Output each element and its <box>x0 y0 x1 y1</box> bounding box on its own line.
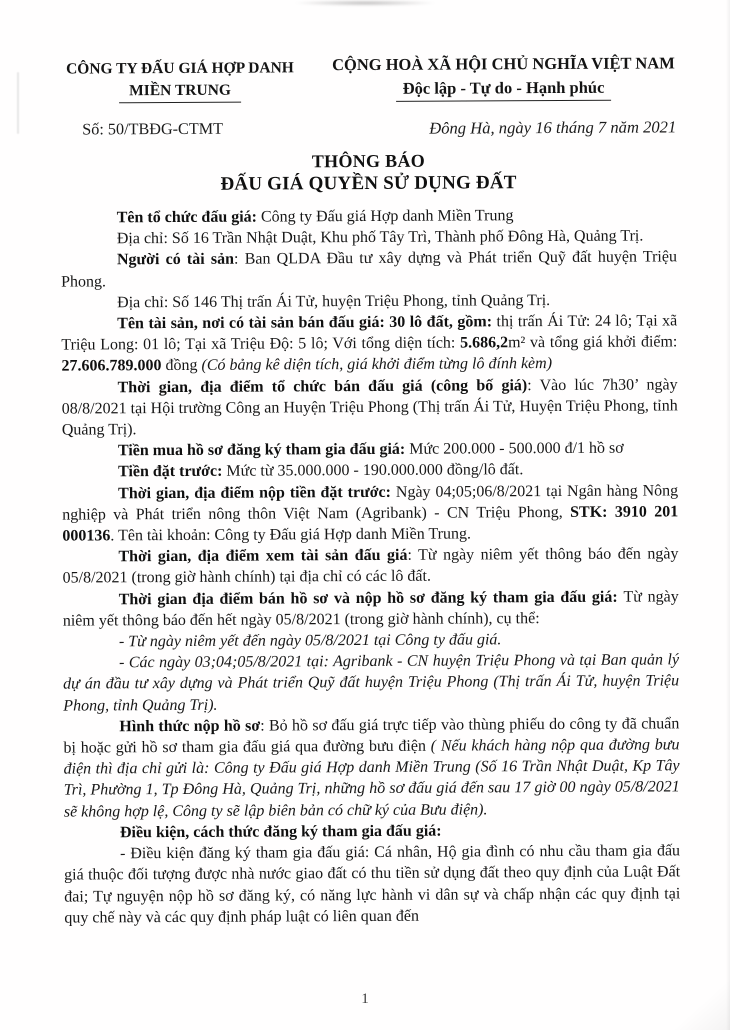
text-run: Thời gian, địa điểm tổ chức bán đấu giá (công bố giá) <box>117 376 528 396</box>
national-title: CỘNG HOÀ XÃ HỘI CHỦ NGHĨA VIỆT NAM <box>332 53 675 75</box>
text-run: Mức từ 35.000.000 - 190.000.000 đồng/lô đất. <box>226 461 524 481</box>
text-run: Công ty Đấu giá Hợp danh Miền Trung <box>260 207 514 226</box>
text-run: Mức 200.000 - 500.000 đ/1 hồ sơ <box>409 439 624 459</box>
text-run: - Điều kiện đăng ký tham gia đấu giá: Cá nhân, Hộ gia đình có nhu cầu tham gia đấu giá thuộc đối tượng được nhà nước giao đất có thu tiền sử dụng đất theo quy định của Luật Đất đai; Tự nguyện nộp hồ sơ đăng ký, có năng lực hành vi dân sự và chấp nhận các quy định tại quy chế này và các quy định pháp luật có liên quan đến <box>64 842 681 927</box>
text-run: - Từ ngày niêm yết đến ngày 05/8/2021 tại Công ty đấu giá. <box>118 631 502 651</box>
text-run: Điều kiện, cách thức đăng ký tham gia đấu giá: <box>119 822 442 842</box>
paragraph <box>62 480 678 547</box>
title-line-2: ĐẤU GIÁ QUYỀN SỬ DỤNG ĐẤT <box>220 172 517 195</box>
issuer-branch <box>60 78 300 103</box>
text-run: : Ban QLDA Đầu tư xây dựng và Phát triển Quỹ đất huyện Triệu Phong. <box>60 248 677 291</box>
paragraph <box>62 374 678 441</box>
national-header-block <box>331 52 676 102</box>
text-run: 27.606.789.000 <box>61 357 162 376</box>
document-title <box>60 148 676 196</box>
text-run: ( Nếu khách hàng nộp qua đường bưu điện thì địa chỉ gửi là: Công ty Đấu giá Hợp danh Miền Trung (Số 16 Trần Nhật Duật, Kp Tây Trì, Phường 1, Tp Đông Hà, Quảng Trị, những hồ sơ đấu giá đến sau 17 giờ 00 ngày 05/8/2021 sẽ không hợp lệ, Công ty sẽ lập biên bản có chữ ký của Bưu điện). <box>63 736 680 821</box>
page-number: 1 <box>361 991 369 1007</box>
title-line-1: THÔNG BÁO <box>311 150 426 172</box>
text-run: Tên tổ chức đấu giá: <box>116 208 262 227</box>
issuer-block <box>60 54 300 103</box>
paragraph <box>62 544 678 590</box>
text-run: Hình thức nộp hồ sơ <box>119 717 261 736</box>
paragraph <box>61 247 677 293</box>
document-meta-row <box>60 117 676 140</box>
text-run: thị trấn Ái Tử: 24 lô; Tại xã Triệu Long: 01 lô; Tại xã Triệu Độ: 5 lô; Với tổng diện tích: <box>61 312 678 354</box>
national-motto-label: Độc lập - Tự do - Hạnh phúc <box>396 77 612 102</box>
place-date: Đông Hà, ngày 16 tháng 7 năm 2021 <box>429 117 677 138</box>
text-run: đồng <box>161 357 202 375</box>
text-run: Tên tài sản, nơi có tài sản bán đấu giá: 30 lô đất, gồm: <box>117 313 497 333</box>
text-run: Ngày 04;05;06/8/2021 tại Ngân hàng Nông nghiệp và Phát triển nông thôn Việt Nam (Agribank) - CN Triệu Phong, <box>62 482 679 524</box>
doc-number: Số: 50/TBĐG-CTMT <box>82 119 224 139</box>
text-run: Tiền đặt trước: <box>117 463 227 481</box>
issuer-name: CÔNG TY ĐẤU GIÁ HỢP DANH <box>65 59 294 78</box>
document-header <box>60 52 676 103</box>
national-motto <box>331 73 676 102</box>
issuer-branch-label: MIỀN TRUNG <box>119 81 241 104</box>
paragraph <box>63 586 679 632</box>
paragraph <box>64 840 680 928</box>
paragraph <box>63 650 679 717</box>
text-run: Tiền mua hồ sơ đăng ký tham gia đấu giá: <box>117 441 410 460</box>
text-run: 5.686,2 <box>460 334 509 352</box>
text-run: m² và tổng giá khởi điểm: <box>508 333 678 352</box>
text-run: Từ ngày niêm yết thông báo đến hết ngày 05/8/2021 (trong giờ hành chính), cụ thể: <box>62 588 679 630</box>
text-run: Địa chỉ: Số 16 Trần Nhật Duật, Khu phố Tây Trì, Thành phố Đông Hà, Quảng Trị. <box>116 227 644 248</box>
paragraph <box>62 438 678 462</box>
text-run: : Bỏ hồ sơ đấu giá trực tiếp vào thùng phiếu do công ty đã chuẩn bị hoặc gửi hồ sơ tham gia đấu giá qua đường bưu điện <box>63 715 680 757</box>
document-body <box>61 204 681 928</box>
text-run: - Các ngày 03;04;05/8/2021 tại: Agribank - CN huyện Triệu Phong và tại Ban quản lý dự án đầu tư xây dựng và Phát triển Quỹ đất huyện Triệu Phong (Thị trấn Ái Tử, huyện Triệu Phong, tỉnh Quảng Trị). <box>63 651 680 715</box>
paragraph <box>63 713 680 822</box>
text-run: : Vào lúc 7h30’ ngày 08/8/2021 tại Hội trường Công an Huyện Triệu Phong (Thị trấn Ái Tử, Huyện Triệu Phong, tỉnh Quảng Trị). <box>61 375 678 439</box>
text-run: Địa chỉ: Số 146 Thị trấn Ái Tử, huyện Triệu Phong, tỉnh Quảng Trị. <box>117 291 551 312</box>
text-run: Người có tài sản <box>116 251 235 269</box>
text-run: Thời gian địa điểm bán hồ sơ và nộp hồ sơ đăng ký tham gia đấu giá: <box>118 588 624 608</box>
paragraph <box>61 310 677 377</box>
text-run: : Từ ngày niêm yết thông báo đến ngày 05/8/2021 (trong giờ hành chính) tại địa chỉ có các lô đất. <box>62 545 679 588</box>
text-run: . Tên tài khoản: Công ty Đấu giá Hợp danh Miền Trung. <box>110 525 472 545</box>
scan-corner-shadow <box>606 914 730 1030</box>
text-run: (Có bảng kê diện tích, giá khởi điểm từng lô đính kèm) <box>201 355 553 375</box>
text-run: Thời gian, địa điểm xem tài sản đấu giá <box>118 547 408 566</box>
text-run: Thời gian, địa điểm nộp tiền đặt trước: <box>118 483 396 502</box>
text-run: STK: 3910 201 000136 <box>62 503 679 545</box>
